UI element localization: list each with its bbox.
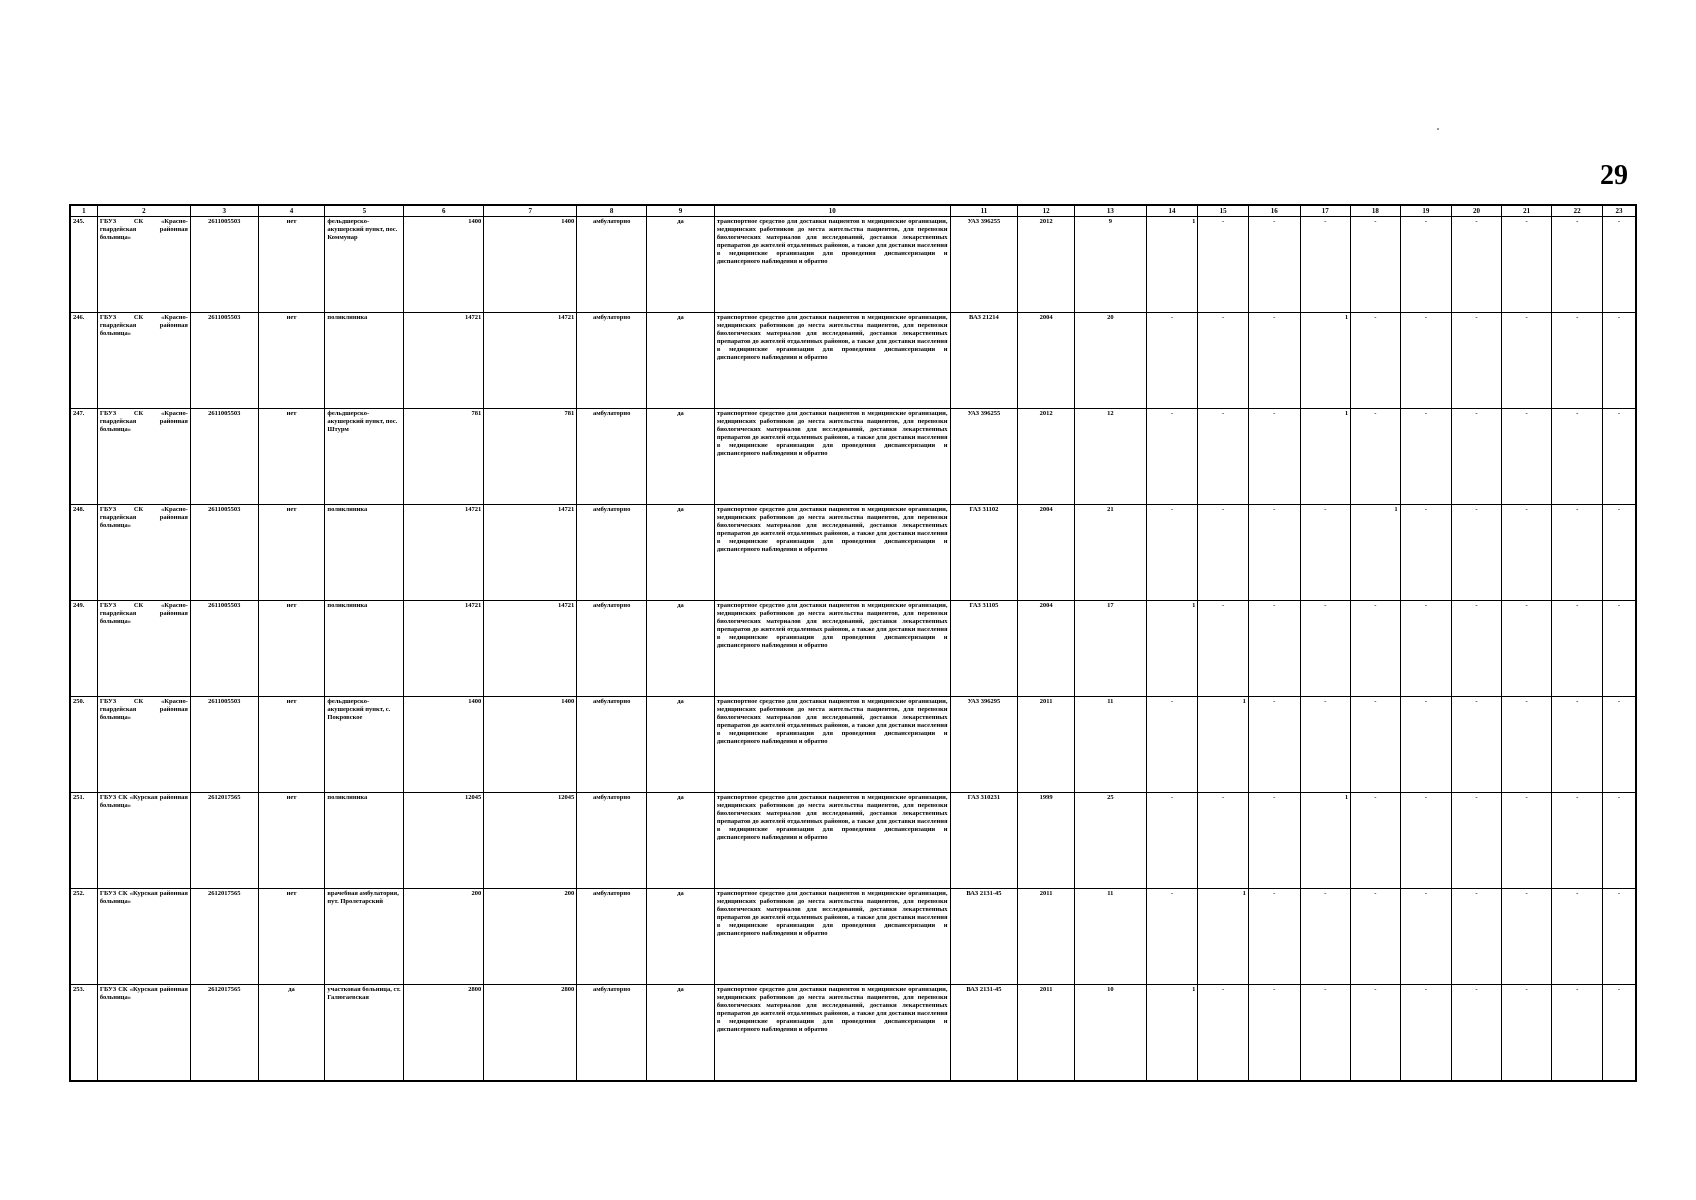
col4-cell: нет	[258, 793, 325, 889]
vehicle-model-cell: ГАЗ 31102	[950, 505, 1018, 601]
col16-cell: -	[1248, 217, 1300, 313]
col20-cell: -	[1452, 985, 1502, 1081]
column-number-23: 23	[1602, 205, 1636, 217]
col6-cell: 1400	[404, 217, 484, 313]
col13-cell: 9	[1074, 217, 1146, 313]
vehicle-model-cell: ВАЗ 2131-45	[950, 985, 1018, 1081]
column-number-13: 13	[1074, 205, 1146, 217]
page-number: 29	[1600, 160, 1628, 191]
col23-cell: -	[1602, 601, 1636, 697]
col13-cell: 17	[1074, 601, 1146, 697]
col13-cell: 10	[1074, 985, 1146, 1081]
col19-cell: -	[1400, 793, 1452, 889]
col6-cell: 1400	[404, 697, 484, 793]
year-cell: 2004	[1018, 601, 1075, 697]
col9-cell: да	[647, 313, 715, 409]
col4-cell: нет	[258, 601, 325, 697]
year-cell: 2012	[1018, 217, 1075, 313]
purpose-cell: транспортное средство для доставки пациентов в медицинские организации, медицинских работников до места жительства пациентов, для перевозки биологических материалов для исследований, доставки лекарственных препаратов до жителей отдаленных районов, а также для доставки населения в медицинские организации для проведения диспансеризации и диспансерного наблюдения и обратно	[714, 985, 950, 1081]
col18-cell: 1	[1351, 505, 1401, 601]
register-table	[69, 204, 1637, 1082]
row-number: 248.	[70, 505, 97, 601]
column-number-7: 7	[484, 205, 577, 217]
col7-cell: 14721	[484, 601, 577, 697]
care-type-cell: амбулаторно	[577, 217, 647, 313]
col6-cell: 14721	[404, 505, 484, 601]
col7-cell: 12045	[484, 793, 577, 889]
col4-cell: нет	[258, 889, 325, 985]
col15-cell: -	[1198, 217, 1249, 313]
column-number-15: 15	[1198, 205, 1249, 217]
col18-cell: -	[1351, 889, 1401, 985]
column-number-18: 18	[1351, 205, 1401, 217]
purpose-cell: транспортное средство для доставки пациентов в медицинские организации, медицинских работников до места жительства пациентов, для перевозки биологических материалов для исследований, доставки лекарственных препаратов до жителей отдаленных районов, а также для доставки населения в медицинские организации для проведения диспансеризации и диспансерного наблюдения и обратно	[714, 697, 950, 793]
col13-cell: 11	[1074, 697, 1146, 793]
column-number-row	[70, 205, 1636, 217]
col19-cell: -	[1400, 889, 1452, 985]
col9-cell: да	[647, 985, 715, 1081]
care-type-cell: амбулаторно	[577, 313, 647, 409]
year-cell: 1999	[1018, 793, 1075, 889]
year-cell: 2011	[1018, 889, 1075, 985]
col18-cell: -	[1351, 217, 1401, 313]
col17-cell: -	[1300, 889, 1351, 985]
inn-cell: 2612017565	[190, 985, 258, 1081]
table-row	[70, 793, 1636, 889]
vehicle-model-cell: УАЗ 396295	[950, 697, 1018, 793]
column-number-6: 6	[404, 205, 484, 217]
facility-cell: поликлиника	[325, 793, 404, 889]
col21-cell: -	[1501, 505, 1552, 601]
facility-cell: поликлиника	[325, 505, 404, 601]
vehicle-model-cell: ГАЗ 31105	[950, 601, 1018, 697]
column-number-11: 11	[950, 205, 1018, 217]
column-number-4: 4	[258, 205, 325, 217]
organization-cell: ГБУЗ СК «Курская районная больница»	[97, 793, 190, 889]
col23-cell: -	[1602, 505, 1636, 601]
col19-cell: -	[1400, 409, 1452, 505]
row-number: 253.	[70, 985, 97, 1081]
vehicle-model-cell: УАЗ 396255	[950, 409, 1018, 505]
col15-cell: -	[1198, 601, 1249, 697]
col6-cell: 14721	[404, 601, 484, 697]
column-number-21: 21	[1501, 205, 1552, 217]
col9-cell: да	[647, 601, 715, 697]
purpose-cell: транспортное средство для доставки пациентов в медицинские организации, медицинских работников до места жительства пациентов, для перевозки биологических материалов для исследований, доставки лекарственных препаратов до жителей отдаленных районов, а также для доставки населения в медицинские организации для проведения диспансеризации и диспансерного наблюдения и обратно	[714, 313, 950, 409]
col23-cell: -	[1602, 985, 1636, 1081]
col14-cell: -	[1146, 409, 1198, 505]
organization-cell: ГБУЗ СК «Красно-гвардейская районная больница»	[97, 697, 190, 793]
column-number-22: 22	[1552, 205, 1603, 217]
purpose-cell: транспортное средство для доставки пациентов в медицинские организации, медицинских работников до места жительства пациентов, для перевозки биологических материалов для исследований, доставки лекарственных препаратов до жителей отдаленных районов, а также для доставки населения в медицинские организации для проведения диспансеризации и диспансерного наблюдения и обратно	[714, 601, 950, 697]
col7-cell: 781	[484, 409, 577, 505]
column-number-14: 14	[1146, 205, 1198, 217]
col7-cell: 1400	[484, 697, 577, 793]
table-row	[70, 409, 1636, 505]
table-row	[70, 889, 1636, 985]
col13-cell: 12	[1074, 409, 1146, 505]
inn-cell: 2611005503	[190, 601, 258, 697]
col14-cell: -	[1146, 793, 1198, 889]
column-number-20: 20	[1452, 205, 1502, 217]
vehicle-model-cell: ВАЗ 2131-45	[950, 889, 1018, 985]
col23-cell: -	[1602, 217, 1636, 313]
col17-cell: -	[1300, 505, 1351, 601]
year-cell: 2011	[1018, 697, 1075, 793]
col22-cell: -	[1552, 985, 1603, 1081]
col14-cell: -	[1146, 313, 1198, 409]
col16-cell: -	[1248, 601, 1300, 697]
col16-cell: -	[1248, 697, 1300, 793]
col18-cell: -	[1351, 793, 1401, 889]
col22-cell: -	[1552, 313, 1603, 409]
inn-cell: 2611005503	[190, 313, 258, 409]
col22-cell: -	[1552, 793, 1603, 889]
col14-cell: -	[1146, 697, 1198, 793]
col21-cell: -	[1501, 985, 1552, 1081]
row-number: 246.	[70, 313, 97, 409]
col4-cell: да	[258, 985, 325, 1081]
col15-cell: -	[1198, 409, 1249, 505]
col13-cell: 21	[1074, 505, 1146, 601]
col16-cell: -	[1248, 313, 1300, 409]
col20-cell: -	[1452, 889, 1502, 985]
year-cell: 2004	[1018, 313, 1075, 409]
vehicle-model-cell: ГАЗ 310231	[950, 793, 1018, 889]
col16-cell: -	[1248, 985, 1300, 1081]
row-number: 251.	[70, 793, 97, 889]
col15-cell: 1	[1198, 697, 1249, 793]
inn-cell: 2611005503	[190, 697, 258, 793]
inn-cell: 2612017565	[190, 889, 258, 985]
column-number-1: 1	[70, 205, 97, 217]
col15-cell: -	[1198, 985, 1249, 1081]
organization-cell: ГБУЗ СК «Красно-гвардейская районная больница»	[97, 409, 190, 505]
col20-cell: -	[1452, 505, 1502, 601]
col7-cell: 2800	[484, 985, 577, 1081]
col20-cell: -	[1452, 313, 1502, 409]
inn-cell: 2611005503	[190, 409, 258, 505]
column-number-12: 12	[1018, 205, 1075, 217]
col23-cell: -	[1602, 697, 1636, 793]
col23-cell: -	[1602, 889, 1636, 985]
col13-cell: 11	[1074, 889, 1146, 985]
col7-cell: 1400	[484, 217, 577, 313]
column-number-8: 8	[577, 205, 647, 217]
col21-cell: -	[1501, 601, 1552, 697]
col17-cell: -	[1300, 601, 1351, 697]
inn-cell: 2611005503	[190, 217, 258, 313]
col4-cell: нет	[258, 505, 325, 601]
col6-cell: 2800	[404, 985, 484, 1081]
col9-cell: да	[647, 793, 715, 889]
facility-cell: поликлиника	[325, 601, 404, 697]
col16-cell: -	[1248, 793, 1300, 889]
col15-cell: 1	[1198, 889, 1249, 985]
col16-cell: -	[1248, 889, 1300, 985]
col13-cell: 25	[1074, 793, 1146, 889]
inn-cell: 2611005503	[190, 505, 258, 601]
col21-cell: -	[1501, 217, 1552, 313]
col14-cell: -	[1146, 505, 1198, 601]
scan-speck	[1437, 128, 1439, 130]
col20-cell: -	[1452, 697, 1502, 793]
col23-cell: -	[1602, 409, 1636, 505]
col21-cell: -	[1501, 697, 1552, 793]
vehicle-model-cell: ВАЗ 21214	[950, 313, 1018, 409]
col23-cell: -	[1602, 793, 1636, 889]
table-row	[70, 313, 1636, 409]
col14-cell: 1	[1146, 601, 1198, 697]
col19-cell: -	[1400, 505, 1452, 601]
organization-cell: ГБУЗ СК «Красно-гвардейская районная больница»	[97, 313, 190, 409]
col17-cell: 1	[1300, 313, 1351, 409]
facility-cell: фельдшерско-акушерский пункт, с. Покровское	[325, 697, 404, 793]
col19-cell: -	[1400, 697, 1452, 793]
organization-cell: ГБУЗ СК «Курская районная больница»	[97, 985, 190, 1081]
col14-cell: -	[1146, 889, 1198, 985]
col20-cell: -	[1452, 793, 1502, 889]
col4-cell: нет	[258, 697, 325, 793]
row-number: 250.	[70, 697, 97, 793]
col4-cell: нет	[258, 217, 325, 313]
col22-cell: -	[1552, 505, 1603, 601]
purpose-cell: транспортное средство для доставки пациентов в медицинские организации, медицинских работников до места жительства пациентов, для перевозки биологических материалов для исследований, доставки лекарственных препаратов до жителей отдаленных районов, а также для доставки населения в медицинские организации для проведения диспансеризации и диспансерного наблюдения и обратно	[714, 505, 950, 601]
care-type-cell: амбулаторно	[577, 601, 647, 697]
column-number-17: 17	[1300, 205, 1351, 217]
col16-cell: -	[1248, 409, 1300, 505]
col9-cell: да	[647, 889, 715, 985]
table-body	[70, 217, 1636, 1081]
table-row	[70, 217, 1636, 313]
col6-cell: 781	[404, 409, 484, 505]
col4-cell: нет	[258, 313, 325, 409]
col23-cell: -	[1602, 313, 1636, 409]
col9-cell: да	[647, 409, 715, 505]
col14-cell: 1	[1146, 217, 1198, 313]
col19-cell: -	[1400, 601, 1452, 697]
col21-cell: -	[1501, 889, 1552, 985]
facility-cell: поликлиника	[325, 313, 404, 409]
inn-cell: 2612017565	[190, 793, 258, 889]
organization-cell: ГБУЗ СК «Красно-гвардейская районная больница»	[97, 601, 190, 697]
facility-cell: участковая больница, ст. Галюгаевская	[325, 985, 404, 1081]
col17-cell: 1	[1300, 409, 1351, 505]
care-type-cell: амбулаторно	[577, 889, 647, 985]
col20-cell: -	[1452, 217, 1502, 313]
column-number-16: 16	[1248, 205, 1300, 217]
vehicle-model-cell: УАЗ 396255	[950, 217, 1018, 313]
row-number: 252.	[70, 889, 97, 985]
col21-cell: -	[1501, 409, 1552, 505]
table-row	[70, 505, 1636, 601]
col18-cell: -	[1351, 409, 1401, 505]
year-cell: 2004	[1018, 505, 1075, 601]
col18-cell: -	[1351, 313, 1401, 409]
col15-cell: -	[1198, 793, 1249, 889]
col22-cell: -	[1552, 217, 1603, 313]
col17-cell: -	[1300, 217, 1351, 313]
col16-cell: -	[1248, 505, 1300, 601]
column-number-5: 5	[325, 205, 404, 217]
column-number-9: 9	[647, 205, 715, 217]
col7-cell: 14721	[484, 505, 577, 601]
col18-cell: -	[1351, 601, 1401, 697]
col17-cell: 1	[1300, 793, 1351, 889]
row-number: 245.	[70, 217, 97, 313]
col19-cell: -	[1400, 313, 1452, 409]
col19-cell: -	[1400, 985, 1452, 1081]
row-number: 249.	[70, 601, 97, 697]
purpose-cell: транспортное средство для доставки пациентов в медицинские организации, медицинских работников до места жительства пациентов, для перевозки биологических материалов для исследований, доставки лекарственных препаратов до жителей отдаленных районов, а также для доставки населения в медицинские организации для проведения диспансеризации и диспансерного наблюдения и обратно	[714, 409, 950, 505]
col13-cell: 20	[1074, 313, 1146, 409]
col17-cell: -	[1300, 697, 1351, 793]
col22-cell: -	[1552, 697, 1603, 793]
column-number-19: 19	[1400, 205, 1452, 217]
year-cell: 2012	[1018, 409, 1075, 505]
care-type-cell: амбулаторно	[577, 793, 647, 889]
col20-cell: -	[1452, 601, 1502, 697]
col20-cell: -	[1452, 409, 1502, 505]
purpose-cell: транспортное средство для доставки пациентов в медицинские организации, медицинских работников до места жительства пациентов, для перевозки биологических материалов для исследований, доставки лекарственных препаратов до жителей отдаленных районов, а также для доставки населения в медицинские организации для проведения диспансеризации и диспансерного наблюдения и обратно	[714, 217, 950, 313]
col9-cell: да	[647, 697, 715, 793]
care-type-cell: амбулаторно	[577, 697, 647, 793]
col22-cell: -	[1552, 409, 1603, 505]
table-row	[70, 601, 1636, 697]
col6-cell: 200	[404, 889, 484, 985]
care-type-cell: амбулаторно	[577, 505, 647, 601]
facility-cell: врачебная амбулатория, пут. Пролетарский	[325, 889, 404, 985]
facility-cell: фельдшерско-акушерский пункт, пос. Штурм	[325, 409, 404, 505]
col7-cell: 200	[484, 889, 577, 985]
table-row	[70, 697, 1636, 793]
col21-cell: -	[1501, 313, 1552, 409]
col6-cell: 12045	[404, 793, 484, 889]
care-type-cell: амбулаторно	[577, 409, 647, 505]
table-row	[70, 985, 1636, 1081]
row-number: 247.	[70, 409, 97, 505]
purpose-cell: транспортное средство для доставки пациентов в медицинские организации, медицинских работников до места жительства пациентов, для перевозки биологических материалов для исследований, доставки лекарственных препаратов до жителей отдаленных районов, а также для доставки населения в медицинские организации для проведения диспансеризации и диспансерного наблюдения и обратно	[714, 793, 950, 889]
col4-cell: нет	[258, 409, 325, 505]
col15-cell: -	[1198, 313, 1249, 409]
col18-cell: -	[1351, 697, 1401, 793]
column-number-3: 3	[190, 205, 258, 217]
col18-cell: -	[1351, 985, 1401, 1081]
col22-cell: -	[1552, 889, 1603, 985]
column-number-2: 2	[97, 205, 190, 217]
column-number-10: 10	[714, 205, 950, 217]
facility-cell: фельдшерско-акушерский пункт, пос. Коммунар	[325, 217, 404, 313]
col15-cell: -	[1198, 505, 1249, 601]
organization-cell: ГБУЗ СК «Красно-гвардейская районная больница»	[97, 505, 190, 601]
col14-cell: 1	[1146, 985, 1198, 1081]
year-cell: 2011	[1018, 985, 1075, 1081]
col9-cell: да	[647, 217, 715, 313]
col9-cell: да	[647, 505, 715, 601]
organization-cell: ГБУЗ СК «Красно-гвардейская районная больница»	[97, 217, 190, 313]
care-type-cell: амбулаторно	[577, 985, 647, 1081]
col6-cell: 14721	[404, 313, 484, 409]
col22-cell: -	[1552, 601, 1603, 697]
col19-cell: -	[1400, 217, 1452, 313]
col21-cell: -	[1501, 793, 1552, 889]
purpose-cell: транспортное средство для доставки пациентов в медицинские организации, медицинских работников до места жительства пациентов, для перевозки биологических материалов для исследований, доставки лекарственных препаратов до жителей отдаленных районов, а также для доставки населения в медицинские организации для проведения диспансеризации и диспансерного наблюдения и обратно	[714, 889, 950, 985]
organization-cell: ГБУЗ СК «Курская районная больница»	[97, 889, 190, 985]
col17-cell: -	[1300, 985, 1351, 1081]
col7-cell: 14721	[484, 313, 577, 409]
